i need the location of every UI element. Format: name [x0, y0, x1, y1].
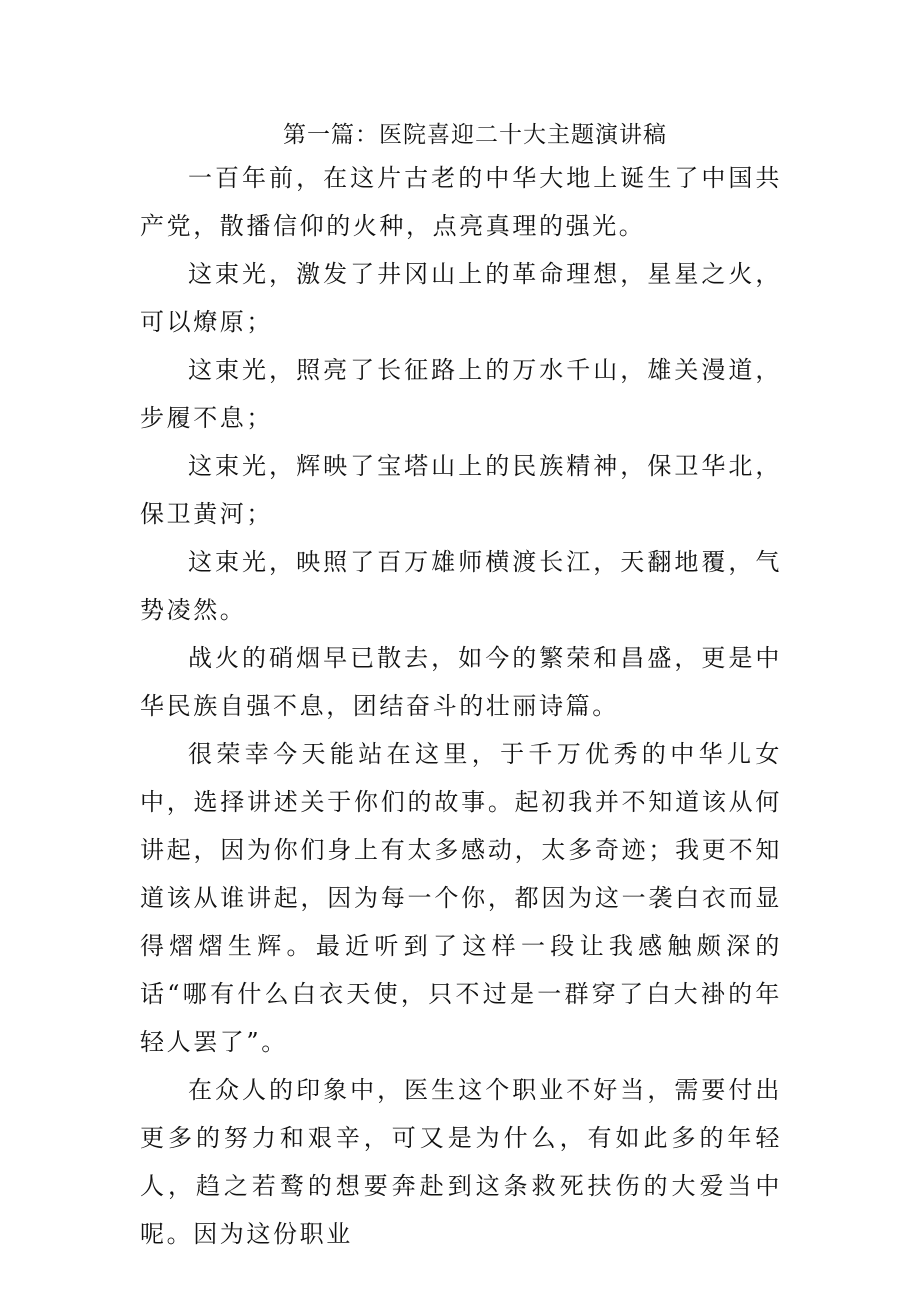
document-body: [140, 116, 782, 1258]
paragraph-7: 很荣幸今天能站在这里，于千万优秀的中华儿女中，选择讲述关于你们的故事。起初我并不知道该从何讲起，因为你们身上有太多感动，太多奇迹；我更不知道该从谁讲起，因为每一个你，都因为这一袭白衣而显得熠熠生辉。最近听到了这样一段让我感触颇深的话“哪有什么白衣天使，只不过是一群穿了白大褂的年轻人罢了”。: [140, 740, 782, 1056]
paragraph-6: 战火的硝烟早已散去，如今的繁荣和昌盛，更是中华民族自强不息，团结奋斗的壮丽诗篇。: [140, 644, 782, 720]
paragraph-3: 这束光，照亮了长征路上的万水千山，雄关漫道，步履不息；: [140, 356, 782, 432]
paragraph-4: 这束光，辉映了宝塔山上的民族精神，保卫华北，保卫黄河；: [140, 452, 782, 528]
paragraph-2: 这束光，激发了井冈山上的革命理想，星星之火，可以燎原；: [140, 260, 782, 336]
paragraph-8: 在众人的印象中，医生这个职业不好当，需要付出更多的努力和艰辛，可又是为什么，有如此多的年轻人，趋之若鹜的想要奔赴到这条救死扶伤的大爱当中呢。因为这份职业: [140, 1076, 782, 1248]
document-title: 第一篇：医院喜迎二十大主题演讲稿: [283, 122, 667, 148]
paragraph-5: 这束光，映照了百万雄师横渡长江，天翻地覆，气势凌然。: [140, 548, 782, 624]
paragraph-1: 一百年前，在这片古老的中华大地上诞生了中国共产党，散播信仰的火种，点亮真理的强光。: [140, 164, 782, 240]
